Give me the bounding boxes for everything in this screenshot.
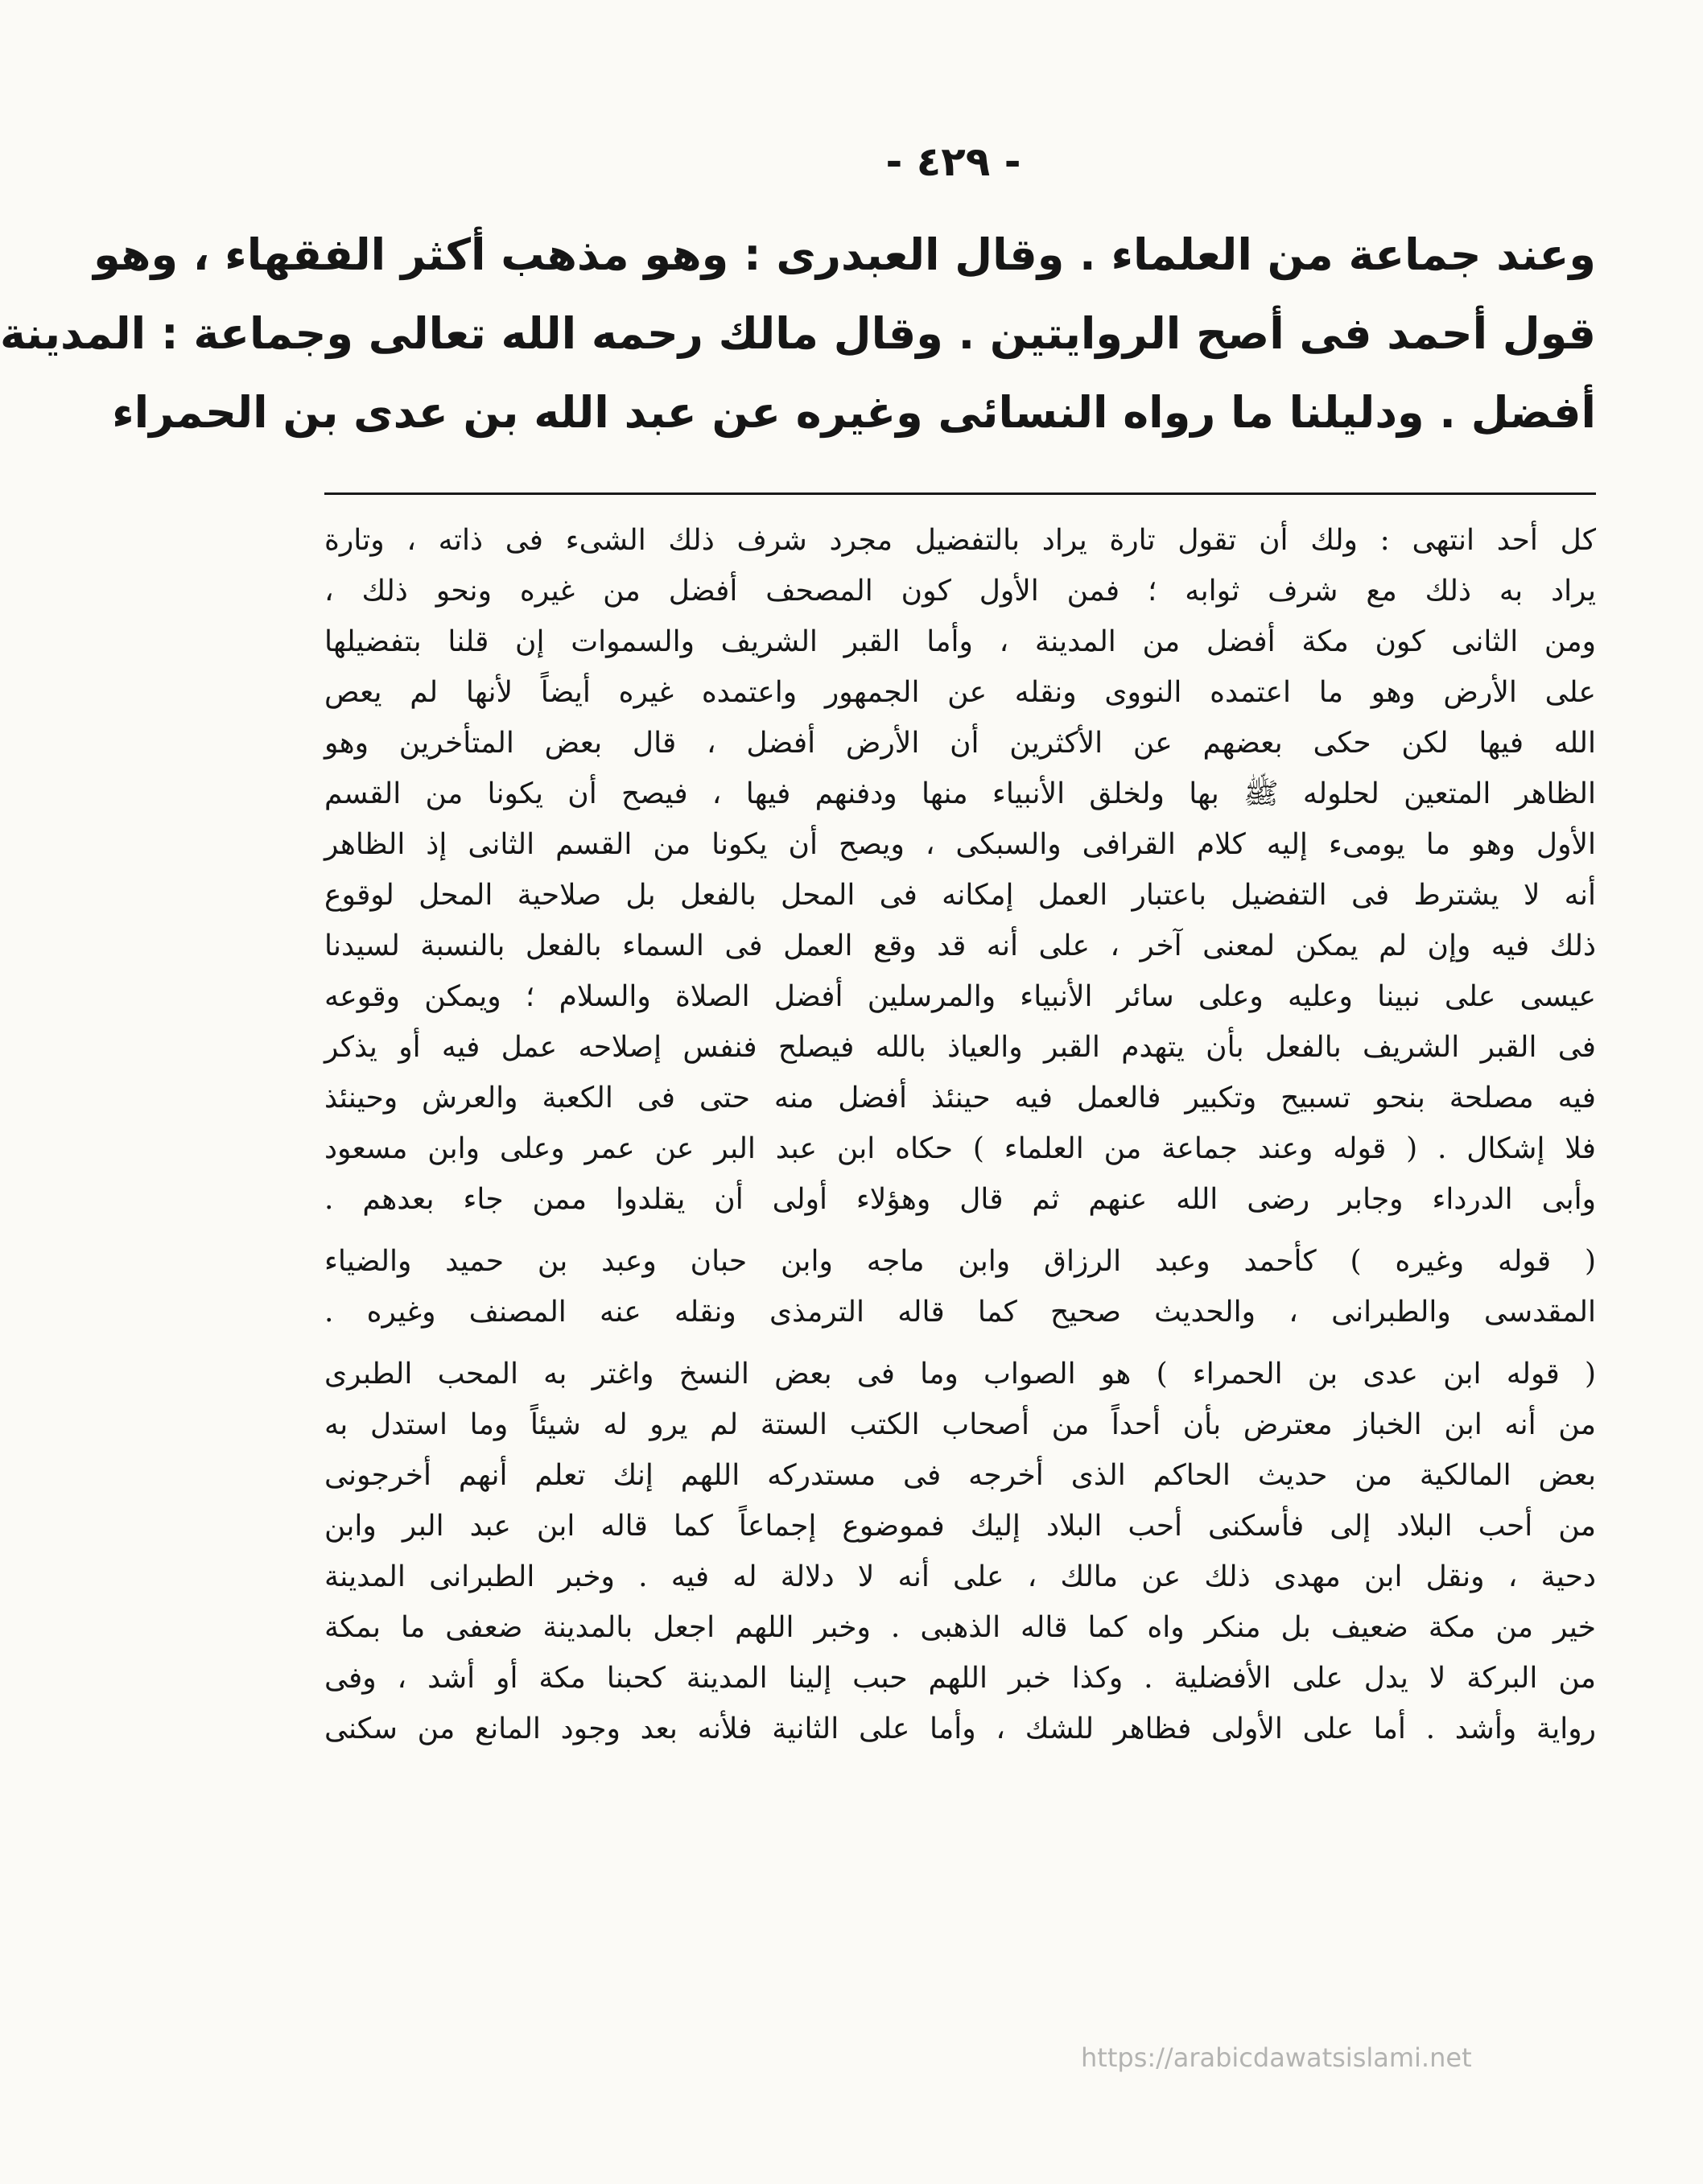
commentary-paragraph [324,515,1596,1225]
commentary-line: من أحب البلاد إلى فأسكنى أحب البلاد إليك فموضوع إجماعاً كما قاله ابن عبد البر وابن [324,1510,1596,1543]
paragraph-gap [324,1337,1596,1349]
commentary-line: كل أحد انتهى : ولك أن تقول تارة يراد بالتفضيل مجرد شرف ذلك الشىء فى ذاته ، وتارة [324,524,1596,557]
commentary-line: ( قوله ابن عدى بن الحمراء ) هو الصواب وما فى بعض النسخ واغتر به المحب الطبرى [324,1358,1596,1391]
commentary-line: دحية ، ونقل ابن مهدى ذلك عن مالك ، على أنه لا دلالة له فيه . وخبر الطبرانى المدينة [324,1560,1596,1593]
watermark: https://arabicdawatsislami.net [1081,2042,1472,2073]
commentary-line: وأبى الدرداء وجابر رضى الله عنهم ثم قال وهؤلاء أولى أن يقلدوا ممن جاء بعدهم . [324,1183,1596,1216]
commentary-line: المقدسى والطبرانى ، والحديث صحيح كما قاله الترمذى ونقله عنه المصنف وغيره . [324,1296,1596,1329]
commentary-line: عيسى على نبينا وعليه وعلى سائر الأنبياء والمرسلين أفضل الصلاة والسلام ؛ ويمكن وقوعه [324,980,1596,1013]
commentary-line: الأول وهو ما يومىء إليه كلام القرافى والسبكى ، ويصح أن يكونا من القسم الثانى إذ الظاهر [324,828,1596,861]
commentary-line: فلا إشكال . ( قوله وعند جماعة من العلماء ) حكاه ابن عبد البر عن عمر وعلى وابن مسعود [324,1132,1596,1165]
commentary-line: يراد به ذلك مع شرف ثوابه ؛ فمن الأول كون المصحف أفضل من غيره ونحو ذلك ، [324,575,1596,608]
page-number: - ٤٢٩ - [885,138,1021,185]
commentary-line: من البركة لا يدل على الأفضلية . وكذا خبر اللهم حبب إلينا المدينة كحبنا مكة أو أشد ، وفى [324,1662,1597,1695]
commentary-line: الظاهر المتعين لحلوله ﷺ بها ولخلق الأنبياء منها ودفنهم فيها ، فيصح أن يكونا من القسم [324,777,1596,810]
commentary-line: فى القبر الشريف بالفعل بأن يتهدم القبر والعياذ بالله فيصلح فنفس إصلاحه عمل فيه أو يذكر [324,1031,1597,1064]
footnote-separator [324,492,1596,495]
commentary-line: فيه مصلحة بنحو تسبيح وتكبير فالعمل فيه حينئذ أفضل منه حتى فى الكعبة والعرش وحينئذ [324,1082,1597,1115]
commentary-line: ذلك فيه وإن لم يمكن لمعنى آخر ، على أنه قد وقع العمل فى السماء بالفعل بالنسبة لسيدنا [324,929,1596,962]
commentary-paragraph [324,1236,1596,1337]
commentary-line: رواية وأشد . أما على الأولى فظاهر للشك ، وأما على الثانية فلأنه بعد وجود المانع من سكنى [324,1712,1596,1745]
commentary [324,515,1596,1754]
commentary-line: على الأرض وهو ما اعتمده النووى ونقله عن الجمهور واعتمده غيره أيضاً لأنها لم يعص [324,676,1596,709]
main-text-line: قول أحمد فى أصح الروايتين . وقال مالك رحمه الله تعالى وجماعة : المدينة [0,308,1596,359]
commentary-line: ( قوله وغيره ) كأحمد وعبد الرزاق وابن ماجه وابن حبان وعبد بن حميد والضياء [324,1245,1596,1278]
commentary-line: بعض المالكية من حديث الحاكم الذى أخرجه فى مستدركه اللهم إنك تعلم أنهم أخرجونى [324,1459,1596,1492]
paragraph-gap [324,1225,1596,1236]
commentary-line: من أنه ابن الخباز معترض بأن أحداً من أصحاب الكتب الستة لم يرو له شيئاً وما استدل به [324,1408,1596,1441]
main-text-line: وعند جماعة من العلماء . وقال العبدرى : وهو مذهب أكثر الفقهاء ، وهو [93,229,1596,280]
commentary-line: أنه لا يشترط فى التفضيل باعتبار العمل إمكانه فى المحل بالفعل بل صلاحية المحل لوقوع [324,879,1596,912]
commentary-line: خير من مكة ضعيف بل منكر واه كما قاله الذهبى . وخبر اللهم اجعل بالمدينة ضعفى ما بمكة [324,1611,1596,1644]
main-text [0,216,1596,452]
commentary-paragraph [324,1349,1596,1754]
commentary-line: ومن الثانى كون مكة أفضل من المدينة ، وأما القبر الشريف والسموات إن قلنا بتفضيلها [324,625,1596,658]
commentary-line: الله فيها لكن حكى بعضهم عن الأكثرين أن الأرض أفضل ، قال بعض المتأخرين وهو [324,727,1596,760]
main-text-line: أفضل . ودليلنا ما رواه النسائى وغيره عن عبد الله بن عدى بن الحمراء [112,387,1596,438]
